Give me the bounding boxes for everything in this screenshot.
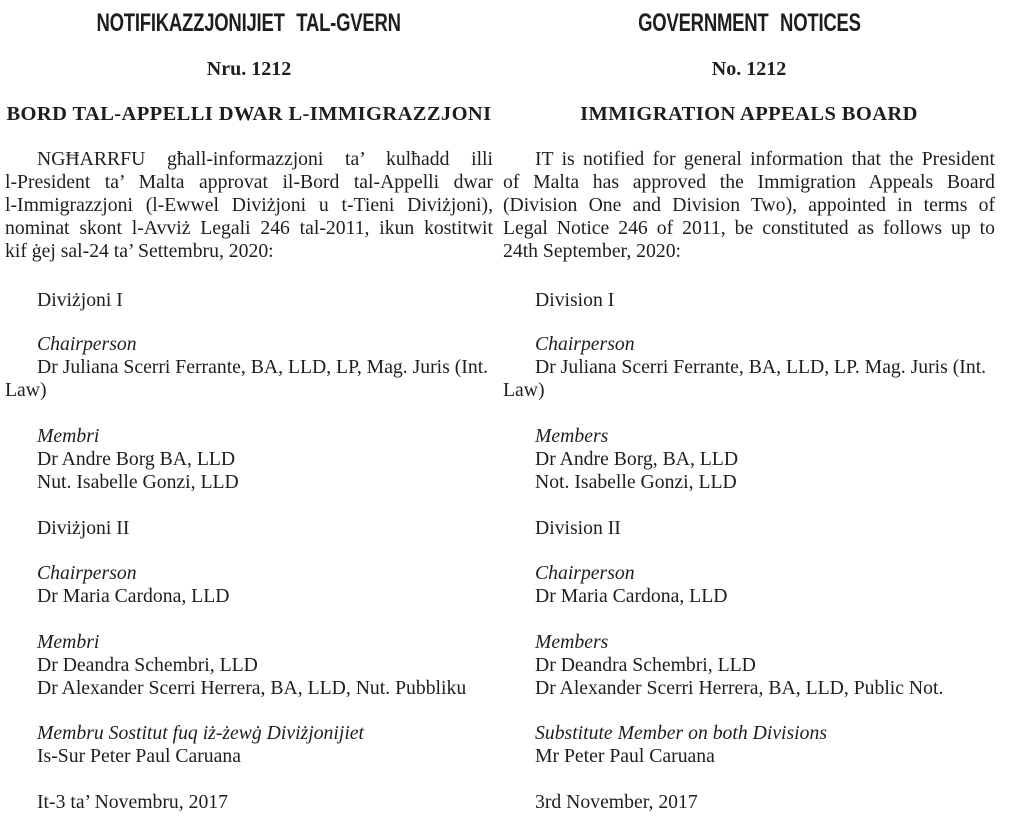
member-name: Dr Alexander Scerri Herrera, BA, LLD, Public Not.: [535, 677, 944, 699]
division-2-chair-label: Chairperson: [535, 562, 635, 584]
intro-line: kif ġej sal-24 ta’ Settembru, 2020:: [5, 240, 274, 262]
member-name: Dr Deandra Schembri, LLD: [535, 654, 756, 676]
masthead-maltese-text: NOTIFIKAZZJONIJIET TAL-GVERN: [96, 9, 402, 37]
substitute-member-label: Membru Sostitut fuq iż-żewġ Diviżjonijiet: [37, 722, 365, 744]
substitute-member-label: Substitute Member on both Divisions: [535, 722, 828, 744]
division-1-members-label: Members: [535, 425, 609, 447]
column-maltese: [5, 10, 493, 814]
notice-number-maltese: Nru. 1212: [206, 58, 292, 80]
member-name: Not. Isabelle Gonzi, LLD: [535, 471, 737, 493]
intro-line: nominat skont l-Avviż Legali 246 tal-2011, ikun kostitwit: [5, 217, 493, 239]
notice-date-maltese: It-3 ta’ Novembru, 2017: [37, 791, 228, 813]
intro-line: of Malta has approved the Immigration Appeals Board: [503, 171, 995, 193]
division-2-heading: Diviżjoni II: [37, 517, 130, 539]
substitute-member-name: Mr Peter Paul Caruana: [535, 745, 715, 767]
intro-line: l-President ta’ Malta approvat il-Bord tal-Appelli dwar: [5, 171, 493, 193]
notice-number-english: No. 1212: [711, 58, 787, 80]
division-2-chair-label: Chairperson: [37, 562, 137, 584]
division-2-chair-name: Dr Maria Cardona, LLD: [535, 585, 728, 607]
masthead-english-text: GOVERNMENT NOTICES: [637, 9, 861, 37]
intro-line: NGĦARRFU għall-informazzjoni ta’ kulħadd illi: [37, 148, 493, 170]
division-1-chair-label: Chairperson: [535, 333, 635, 355]
notice-date-english: 3rd November, 2017: [535, 791, 698, 813]
intro-line: 24th September, 2020:: [503, 240, 682, 262]
substitute-member-name: Is-Sur Peter Paul Caruana: [37, 745, 241, 767]
masthead-english: [503, 10, 995, 36]
division-2-members-label: Members: [535, 631, 609, 653]
division-2-chair-name: Dr Maria Cardona, LLD: [37, 585, 230, 607]
notice-title-english: IMMIGRATION APPEALS BOARD: [580, 103, 918, 125]
member-name: Dr Andre Borg, BA, LLD: [535, 448, 739, 470]
intro-line: Legal Notice 246 of 2011, be constituted as follows up to: [503, 217, 995, 239]
division-1-chair-name: Dr Juliana Scerri Ferrante, BA, LLD, LP, Mag. Juris (Int. Law): [5, 356, 489, 401]
division-2-members-label: Membri: [37, 631, 100, 653]
division-1-heading: Diviżjoni I: [37, 289, 123, 311]
division-1-heading: Division I: [535, 289, 615, 311]
division-1-chair-label: Chairperson: [37, 333, 137, 355]
division-2-heading: Division II: [535, 517, 621, 539]
division-1-chair-name: Dr Juliana Scerri Ferrante, BA, LLD, LP. Mag. Juris (Int. Law): [503, 356, 987, 401]
notice-title-maltese: BORD TAL-APPELLI DWAR L-IMMIGRAZZJONI: [6, 103, 492, 125]
division-1-members-label: Membri: [37, 425, 100, 447]
member-name: Dr Deandra Schembri, LLD: [37, 654, 258, 676]
intro-paragraph-english: [503, 148, 995, 263]
column-english: [503, 10, 995, 814]
member-name: Dr Andre Borg BA, LLD: [37, 448, 236, 470]
member-name: Nut. Isabelle Gonzi, LLD: [37, 471, 239, 493]
masthead-maltese: [5, 10, 493, 36]
intro-line: l-Immigrazzjoni (l-Ewwel Diviżjoni u t-Tieni Diviżjoni),: [5, 194, 493, 216]
intro-line: IT is notified for general information that the President: [535, 148, 995, 170]
intro-paragraph-maltese: [5, 148, 493, 263]
member-name: Dr Alexander Scerri Herrera, BA, LLD, Nut. Pubbliku: [37, 677, 467, 699]
intro-line: (Division One and Division Two), appointed in terms of: [503, 194, 995, 216]
